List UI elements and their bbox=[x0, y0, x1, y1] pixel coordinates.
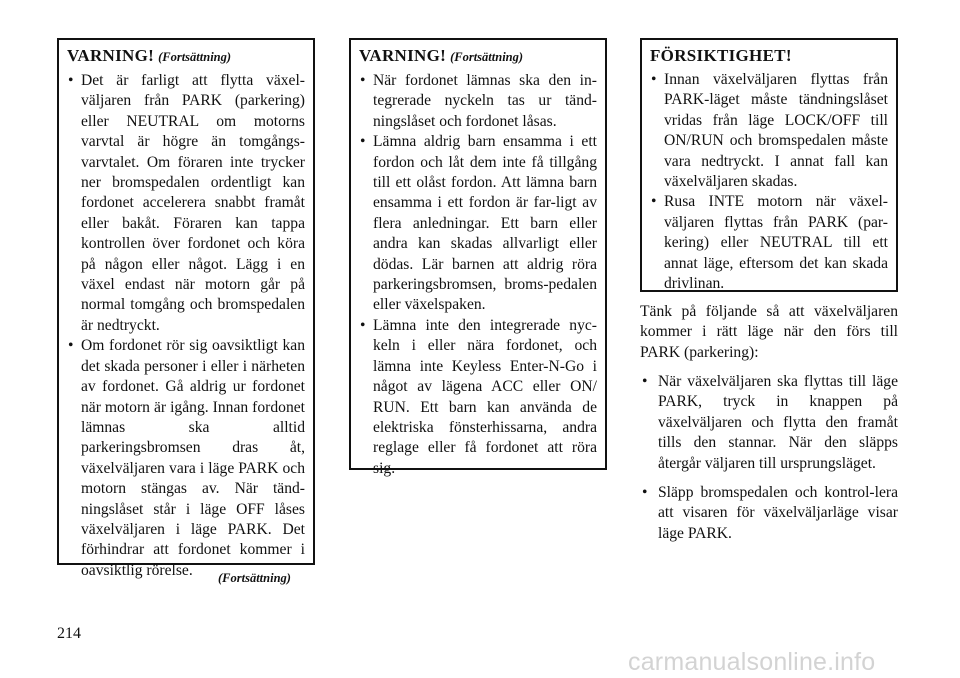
caution-box bbox=[640, 38, 898, 292]
warning-box-1 bbox=[57, 38, 315, 579]
list-item: • Rusa INTE motorn när växel-väljaren flyttas från PARK (par-kering) eller NEUTRAL till ett annat läge, eftersom det kan skada drivlinan. bbox=[650, 192, 888, 294]
watermark: carmanualsonline.info bbox=[628, 648, 876, 676]
warning-heading bbox=[67, 46, 305, 67]
caution-list bbox=[650, 70, 888, 294]
warning-title: VARNING! bbox=[359, 46, 447, 65]
instruction-list bbox=[640, 372, 898, 553]
list-item: • Innan växelväljaren flyttas från PARK-läget måste tändningslåset vridas från läge LOCK/OFF till ON/RUN och bromspedalen måste vara nedtryckt. I annat fall kan växelväljaren skadas. bbox=[650, 70, 888, 192]
list-item: • Släpp bromspedalen och kontrol-lera att visaren för växelväljarläge visar läge PARK. bbox=[640, 483, 898, 544]
list-item: • Lämna inte den integrerade nyc-keln i eller nära fordonet, och lämna inte Keyless Enter-N-Go i något av lägena ACC eller ON/ RUN. Ett barn kan använda de elektriska fönsterhissarna, andra reglage eller få fordonet att röra sig. bbox=[359, 316, 597, 479]
warning-heading bbox=[359, 46, 597, 67]
list-item: • Om fordonet rör sig oavsiktligt kan det skada personer i eller i närheten av fordonet. Gå aldrig ur fordonet när motorn är igång. Innan fordonet lämnas ska alltid parkeringsbromsen dras åt, växelväljaren vara i läge PARK och motorn stängas av. När tänd-ningslåset står i läge OFF låses växelväljaren i läge PARK. Det förhindrar att fordonet kommer i oavsiktlig rörelse. bbox=[67, 336, 305, 581]
list-item: • När fordonet lämnas ska den in-tegrerade nyckeln tas ur tänd-ningslåset och fordonet låsas. bbox=[359, 71, 597, 132]
intro-paragraph: Tänk på följande så att växelväljaren kommer i rätt läge när den förs till PARK (parkering): bbox=[640, 303, 898, 361]
page-number: 214 bbox=[57, 625, 81, 642]
list-item: • Lämna aldrig barn ensamma i ett fordon och låt dem inte få tillgång till ett olåst fordon. Att lämna barn ensamma i ett fordon är far-ligt av flera anledningar. Ett barn eller andra kan skadas allvarligt eller dödas. Lär barnen att aldrig röra parkeringsbromsen, broms-pedalen eller växelspaken. bbox=[359, 132, 597, 316]
continued-footer: (Fortsättning) bbox=[218, 571, 291, 585]
continued-label: (Fortsättning) bbox=[158, 50, 232, 64]
continued-label: (Fortsättning) bbox=[450, 50, 524, 64]
list-item: • När växelväljaren ska flyttas till läge PARK, tryck in knappen på växelväljaren och flytta den framåt tills den stannar. När den släpps återgår väljaren till ursprungsläget. bbox=[640, 372, 898, 474]
warning-box-2 bbox=[349, 38, 607, 477]
list-item: • Det är farligt att flytta växel-väljaren från PARK (parkering) eller NEUTRAL om motorns varvtal är högre än tomgångs-varvtalet. Om föraren inte trycker ner bromspedalen ordentligt kan fordonet accelerera snabbt framåt eller bakåt. Föraren kan tappa kontrollen över fordonet och köra på någon eller något. Lägg i en växel endast när motorn går på normal tomgång och bromspedalen är nedtryckt. bbox=[67, 71, 305, 336]
caution-heading: FÖRSIKTIGHET! bbox=[650, 46, 792, 65]
warning-title: VARNING! bbox=[67, 46, 155, 65]
warning-list bbox=[67, 71, 305, 581]
warning-list bbox=[359, 71, 597, 479]
